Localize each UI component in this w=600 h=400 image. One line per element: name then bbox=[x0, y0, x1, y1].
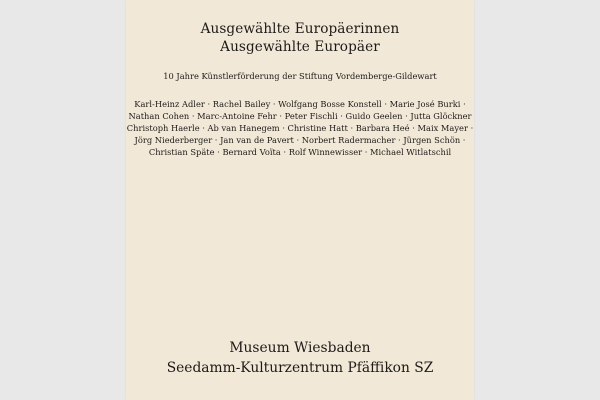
title-line-2: Ausgewählte Europäer bbox=[220, 39, 380, 55]
venue-line-1: Museum Wiesbaden bbox=[229, 340, 371, 356]
artist-list bbox=[126, 98, 474, 158]
book-cover bbox=[126, 0, 474, 400]
artist-line-4: Jörg Niederberger · Jan van de Pavert · Norbert Radermacher · Jürgen Schön · bbox=[134, 135, 466, 145]
artist-line-3: Christoph Haerle · Ab van Hanegem · Christine Hatt · Barbara Heé · Maix Mayer · bbox=[126, 123, 474, 133]
cover-subtitle: 10 Jahre Künstlerförderung der Stiftung Vordemberge-Gildewart bbox=[163, 71, 437, 81]
artist-line-5: Christian Späte · Bernard Voïta · Rolf Winnewisser · Michael Witlatschil bbox=[148, 147, 452, 157]
artist-line-1: Karl-Heinz Adler · Rachel Bailey · Wolfgang Bosse Konstell · Marie José Burki · bbox=[134, 99, 466, 109]
venue-block bbox=[126, 338, 474, 378]
venue-line-2: Seedamm-Kulturzentrum Pfäffikon SZ bbox=[166, 360, 434, 376]
cover-title bbox=[126, 20, 474, 56]
title-line-1: Ausgewählte Europäerinnen bbox=[200, 21, 400, 37]
artist-line-2: Nathan Cohen · Marc-Antoine Fehr · Peter Fischli · Guido Geelen · Jutta Glöckner bbox=[128, 111, 472, 121]
